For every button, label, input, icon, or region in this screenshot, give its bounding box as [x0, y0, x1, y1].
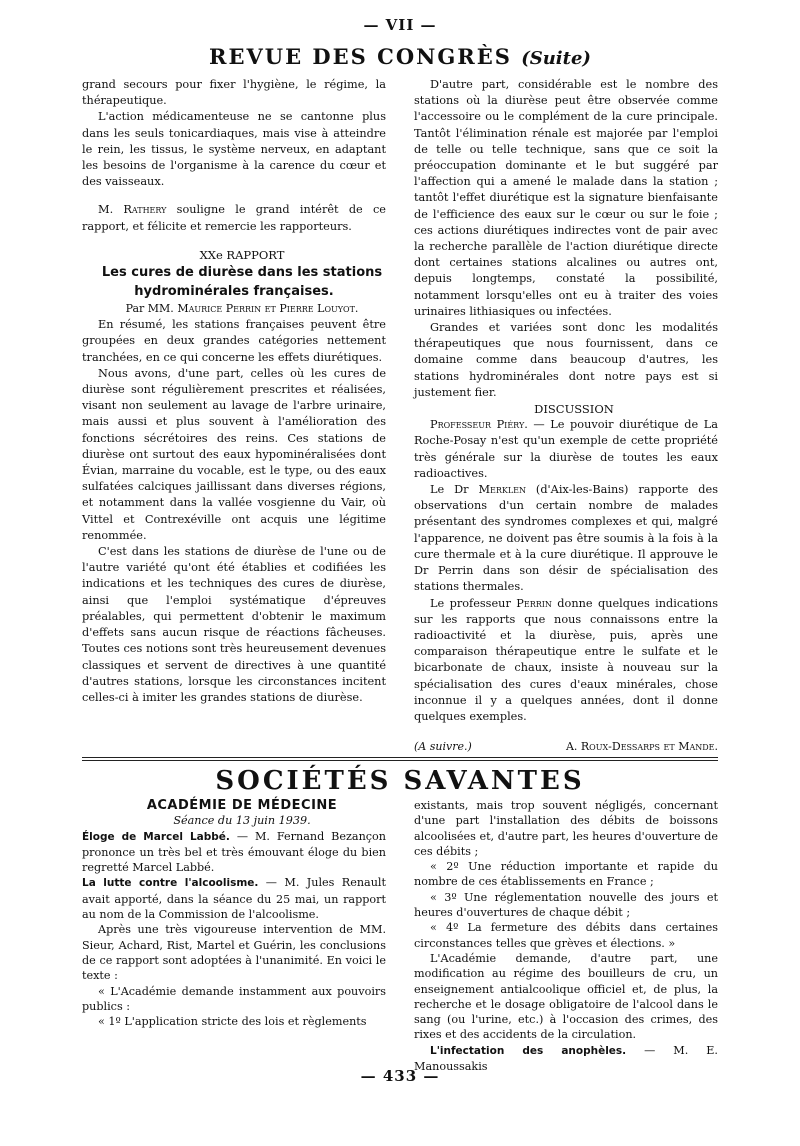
signature: A. Roux-Dessarps et Mande.	[565, 740, 718, 754]
section-header	[0, 44, 800, 69]
section-title: REVUE DES CONGRÈS	[209, 44, 512, 69]
lead-in: Éloge de Marcel Labbé.	[82, 830, 230, 843]
section-divider	[82, 757, 718, 758]
person-name: M. Rathery	[98, 203, 167, 217]
paragraph: Le professeur Perrin donne quelques indications sur les rapports que nous connaissons entre la radioactivité et la diurèse, puis, après une comparaison thérapeutique entre le sulfate et le bicarbonate de chaux, insiste à nouveau sur la spécialisation des cures d'eaux minérales, chose inconnue il y a quelques années, dont il donne quelques exemples.	[414, 596, 718, 723]
paragraph: Nous avons, d'une part, celles où les cures de diurèse sont régulièrement prescrites et réalisées, visant non seulement au lavage de l'arbre urinaire, mais aussi et plus souvent à l'amélioration des fonctions sécrétoires des reins. Ces stations de diurèse ont surtout des eaux hypominéralisées dont Évian, marraine du vocable, est le type, ou des eaux sulfatées calciques jaillissant dans diverses régions, et notamment dans la vallée vosgienne du Vair, où Vittel et Contrexéville ont acquis une légitime renommée.	[82, 366, 386, 542]
paragraph: M. Rathery souligne le grand intérêt de ce rapport, et félicite et remercie les rapporteurs.	[82, 203, 386, 233]
paragraph: existants, mais trop souvent négligés, concernant d'une part l'installation des débits de boissons alcoolisées et, d'autre part, les heures d'ouverture de ces débits ;	[414, 799, 718, 858]
paragraph: grand secours pour fixer l'hygiène, le régime, la thérapeutique.	[82, 78, 386, 108]
bottom-left-column	[82, 798, 386, 1029]
page-number: — 433 —	[360, 1067, 440, 1085]
academy-heading: ACADÉMIE DE MÉDECINE	[146, 798, 338, 813]
paragraph: Professeur Piéry. — Le pouvoir diurétique de La Roche-Posay n'est qu'un exemple de cette propriété très générale sur la diurèse de toutes les eaux radioactives.	[414, 418, 718, 480]
authors: Par MM. Maurice Perrin et Pierre Louyot.	[125, 302, 359, 316]
paragraph: Le Dr Merklen (d'Aix-les-Bains) rapporte des observations d'un certain nombre de malades présentant des syndromes complexes et qui, malgré l'apparence, ne doivent pas être soumis à la fois à la cure thermale et à la cure diurétique. Il approuve le Dr Perrin dans son désir de spécialisation des stations thermales.	[414, 483, 719, 594]
paragraph: L'infectation des anophèles. — M. E. Manoussakis	[414, 1043, 718, 1074]
paragraph: Après une très vigoureuse intervention de MM. Sieur, Achard, Rist, Martel et Guérin, les conclusions de ce rapport sont adoptées à l'unanimité. En voici le texte :	[82, 923, 386, 983]
bottom-right-column	[414, 798, 718, 1074]
to-be-continued: (A suivre.)	[414, 740, 472, 754]
session-date: Séance du 13 juin 1939.	[173, 814, 311, 828]
paragraph: « 2º Une réduction importante et rapide du nombre de ces établissements en France ;	[414, 860, 718, 889]
paragraph: « 4º La fermeture des débits dans certaines circonstances telles que grèves et élections. »	[414, 921, 718, 950]
paragraph: En résumé, les stations françaises peuvent être groupées en deux grandes catégories nettement tranchées, en ce qui concerne les effets diurétiques.	[82, 318, 386, 364]
paragraph: Éloge de Marcel Labbé. — M. Fernand Bezançon prononce un très bel et très émouvant éloge du bien regretté Marcel Labbé.	[82, 829, 386, 875]
discussion-heading: DISCUSSION	[534, 402, 614, 417]
rapport-number: XXe RAPPORT	[199, 247, 285, 262]
person-name: Professeur Piéry.	[430, 418, 528, 432]
article-title: Les cures de diurèse dans les stations hydrominérales françaises.	[101, 265, 383, 300]
lead-in: L'infectation des anophèles.	[430, 1044, 627, 1057]
paragraph: « 3º Une réglementation nouvelle des jours et heures d'ouvertures de chaque débit ;	[414, 890, 718, 920]
paragraph: « 1º L'application stricte des lois et règlements	[98, 1015, 367, 1029]
paragraph: C'est dans les stations de diurèse de l'une ou de l'autre variété qu'ont été établies et codifiées les indications et les techniques des cures de diurèse, ainsi que l'emploi systématique d'épreuves préalables, qui permettent d'obtenir le maximum d'effets sans aucun risque de réactions fâcheuses. Toutes ces notions sont très heureusement devenues classiques et servent de directives à une quantité d'autres stations, lorsque les circonstances incitent celles-ci à imiter les grandes stations de diurèse.	[82, 545, 386, 704]
person-name: Merklen	[478, 483, 527, 497]
paragraph: Grandes et variées sont donc les modalités thérapeutiques que nous fournissent, dans ce domaine comme dans beaucoup d'autres, les stations hydrominérales dont notre pays est si justement fier.	[414, 321, 718, 399]
section-suite: (Suite)	[521, 48, 591, 69]
band-title: SOCIÉTÉS SAVANTES	[215, 766, 585, 796]
paragraph: « L'Académie demande instamment aux pouvoirs publics :	[82, 984, 386, 1013]
paragraph: L'Académie demande, d'autre part, une modification au régime des bouilleurs de cru, un enseignement antialcoolique officiel et, de plus, la recherche et le dosage obligatoire de l'alcool dans le sang (ou l'urine, etc.) à l'occasion des crimes, des rixes et des accidents de la circulation.	[414, 951, 718, 1042]
top-right-column	[414, 77, 718, 755]
top-left-column	[82, 77, 386, 706]
paragraph: D'autre part, considérable est le nombre des stations où la diurèse peut être observée comme l'accessoire ou le complément de la cure principale. Tantôt l'élimination rénale est majorée par l'emploi de telle ou telle technique, sans que ce soit la préoccupation dominante et le but suggéré par l'affection qui a amené le malade dans la station ; tantôt l'effet diurétique est la signature bienfaisante de l'efficience des eaux sur le cœur ou sur le foie ; ces actions diurétiques indirectes vont de pair avec la recherche parallèle de l'action diurétique directe dont certaines stations alcalines ou autres ont, depuis longtemps, constaté la possibilité, notamment lorsqu'elles ont eu à traiter des voies urinaires lithiasiques ou infectées.	[414, 78, 718, 318]
paragraph: L'action médicamenteuse ne se cantonne plus dans les seuls tonicardiaques, mais vise à atteindre le rein, les tissus, le système nerveux, en adaptant les besoins de l'organisme à la carence du cœur et des vaisseaux.	[82, 110, 386, 189]
roman-folio: — VII —	[363, 16, 437, 34]
lead-in: La lutte contre l'alcoolisme.	[82, 877, 259, 890]
section-divider-thin	[82, 760, 718, 761]
paragraph: La lutte contre l'alcoolisme. — M. Jules Renault avait apporté, dans la séance du 25 mai, un rapport au nom de la Commission de l'alcoolisme.	[82, 876, 386, 922]
person-name: Perrin	[516, 596, 552, 610]
signature-line	[414, 739, 718, 755]
